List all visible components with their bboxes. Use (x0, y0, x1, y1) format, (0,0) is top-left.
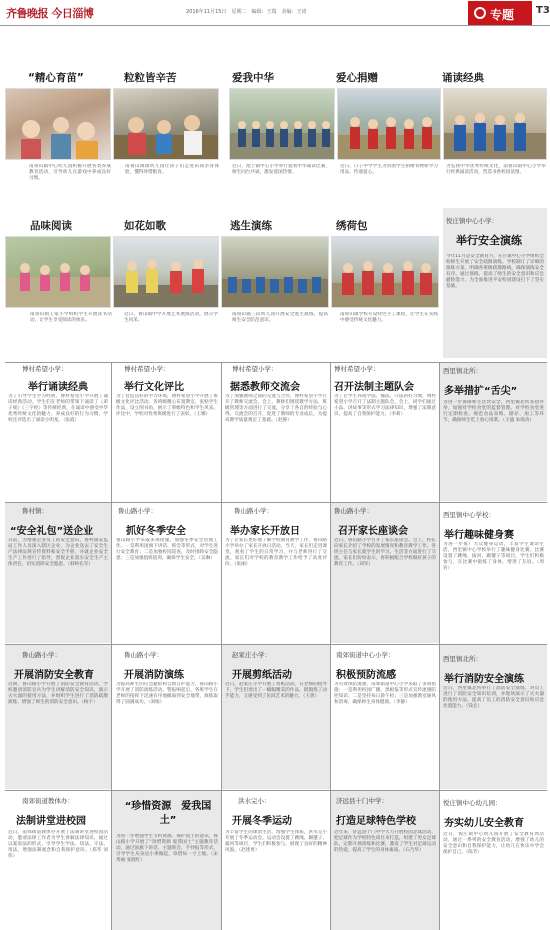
r3-title-1: 举行诵读经典 (28, 382, 88, 393)
photo-mid-4 (331, 236, 439, 308)
photo-top-5 (443, 88, 547, 160)
r5-body-3: 近日，赵家庄小学开展了剪纸活动。在老师的指导下，学生们剪出了一幅幅精美的作品，既锻炼了动手能力，又感受到了民间艺术的魅力。（王倩） (225, 682, 327, 700)
feature-kicker: 悦庄镇中心小学： (446, 217, 498, 225)
r3-kicker-1: 博村希望小学： (22, 365, 68, 373)
top-title-4: 爱心捐赠 (336, 72, 378, 84)
r5-title-3: 开展剪纸活动 (232, 670, 292, 681)
r3-kicker-4: 博村希望小学： (334, 365, 380, 373)
r5-kicker-3: 赵家庄小学： (232, 651, 271, 659)
r5-kicker-1: 鲁山路小学： (22, 651, 61, 659)
page-header (0, 0, 550, 26)
r6-body-3: 为丰富学生的课余生活，增强学生体质，洪水完小开展了冬季运动会。运动会设置了跳绳、踢毽子、拔河等项目，学生们积极参与，展现了良好的精神风貌。（赵建勇） (225, 830, 327, 854)
r6-title-3: 开展冬季运动 (232, 816, 292, 827)
feature-title: 举行安全演练 (456, 234, 522, 247)
r3-title-3: 据悉教师交流会 (230, 382, 300, 393)
r4-body-5: 为进一步推广大众健身运动，丰富学生课余生活，西里镇中心学校举行了趣味健身比赛。比赛设置了跳绳、拔河、踢毽子等项目，学生们积极参与，在比赛中锻炼了身体，增进了友谊。（周岩） (443, 542, 544, 572)
r4-body-4: 近日，鲁山路小学召开了家长座谈会。会上，校长向家长介绍了学校的发展情况和教育教学工作，各班主任与家长就学生的学习、生活等方面进行了交流。家长们纷纷表示，将积极配合学校做好孩子的教育工作。（刘军） (334, 538, 436, 568)
r5-title-1: 开展消防安全教育 (14, 670, 94, 681)
mid-caption-3: 南鲁山镇三段幼儿园开展安全逃生演练，提高师生安全防范意识。 (232, 312, 328, 324)
r6-kicker-5: 悦庄镇中心幼儿园： (443, 799, 502, 807)
feature-body: 今年11月是安全教育月，在庄镇中心小学组织全校师生开展了安全疏散演练。学校制订了详细的演练方案，明确各班级疏散路线，确保演练安全有序。通过演练，提高了师生的安全意识和应急避险能力，为全面推进平安校园建设打下了坚实基础。 (446, 254, 544, 290)
r5-kicker-2: 鲁山路小学： (124, 651, 163, 659)
mid-caption-2: 近日，鲁山镇中学开展艺术展演活动，展示学生风采。 (124, 312, 218, 324)
photo-top-3 (229, 88, 335, 160)
r4-kicker-4: 鲁山路小学： (334, 507, 373, 515)
r4-title-3: 举办家长开放日 (230, 526, 300, 537)
r3-title-5: 多举措扩“舌尖” (444, 386, 518, 397)
mid-title-3: 逃生演练 (230, 220, 272, 232)
section-label: 专题 (468, 1, 532, 25)
photo-mid-3 (221, 236, 329, 308)
r6-title-2: “珍惜资源 爱我国土” (124, 801, 212, 826)
r4-title-5: 举行趣味健身赛 (444, 530, 514, 541)
r6-title-1: 法制讲堂进校园 (16, 816, 86, 827)
r6-body-2: 为进一步增强学生节约资源、保护国土的意识，鲁山路小学开展了“珍惜资源 爱我国土”主题教育活动，通过国旗下讲话、主题班会、手抄报等形式，引导学生从身边小事做起，珍惜每一寸土地。（宋秀丽 张晓红） (116, 834, 218, 864)
top-caption-4: 近日，口子中学学生为贫困学生捐赠衣物和学习用品，传递爱心。 (340, 164, 438, 176)
r5-body-4: 为有效预防流感，南郊街道中心小学采取了多项措施：一是利用校园广播、黑板报等形式宣传流感防控知识；二是坚持每日晨午检；三是加强教室通风和消毒，确保师生身体健康。（李静） (334, 682, 436, 706)
r5-body-1: 近期，鲁山路小学开展了消防安全教育活动。学校邀请消防官兵为学生讲解消防安全知识，演示灭火器的使用方法，并组织学生进行了消防疏散演练，增强了师生的消防安全意识。（杨宇） (8, 682, 108, 706)
photo-top-2 (113, 88, 219, 160)
r3-title-4: 召开法制主题队会 (334, 382, 414, 393)
r6-body-5: 近日，悦庄镇中心幼儿园开展了安全教育周活动，通过一系列的安全教育活动，增强了幼儿的安全意识和自我保护能力，让幼儿在快乐中学会保护自己。（陈芳） (443, 832, 544, 856)
r3-kicker-5: 西里镇北所： (443, 367, 482, 375)
r6-kicker-4: 济远县十门中学： (336, 797, 388, 805)
r5-kicker-5: 西里镇北所： (443, 655, 482, 663)
r4-title-2: 抓好冬季安全 (126, 526, 186, 537)
r5-kicker-4: 南郊街道中心小学： (336, 651, 395, 659)
r6-title-5: 夯实幼儿安全教育 (444, 818, 524, 829)
r3-title-2: 举行文化评比 (124, 382, 184, 393)
mid-caption-4: 南鲁山镇学校开设特色手工课程，让学生在实践中感受传统文化魅力。 (340, 312, 438, 324)
r4-kicker-3: 鲁山路小学： (234, 507, 273, 515)
r3-body-2: 为了营造良好的学习环境，博村希望小学开展了班级文化评比活动。各班级精心布置教室，张贴学生作品，设立图书角，展示了班级特色和学生风采。评比中，学校对优秀班级进行了表彰。（王娜） (116, 394, 218, 418)
r5-body-5: 近日，西里镇北所举行了消防安全演练，对员工进行了消防安全知识培训，并现场演示了灭火器的使用方法，提高了员工的消防安全意识和应急处置能力。（钱宏） (443, 686, 544, 710)
top-caption-2: 南鲁山镇镇幼儿园让孩子们走进田间亲身体验，懂得珍惜粮食。 (125, 164, 219, 176)
top-title-3: 爱我中华 (232, 72, 274, 84)
r4-kicker-1: 鲁村镇： (22, 507, 48, 515)
mid-title-2: 如花如歌 (124, 220, 166, 232)
r5-title-4: 积极预防流感 (336, 670, 396, 681)
r6-body-4: 近年来，济远县十门中学大力开展校园足球活动，把足球作为学校特色项目来打造，组建了男女足球队，定期开展训练和比赛，激发了学生对足球运动的热爱，提高了学生的身体素质。（石乃华） (334, 830, 436, 854)
r5-title-2: 开展消防演练 (124, 670, 184, 681)
top-caption-3: 近日，池上镇中心小学举行爱我中华诵读比赛，师生同台共诵，激发爱国热情。 (232, 164, 330, 176)
r4-body-3: 为了让家长更好地了解学校教育教学工作，鲁山路小学举办了家长开放日活动。当天，家长们走进课堂，观看了学生的日常学习，并与老师进行了交流。家长们对学校的教育教学工作给予了高度评价。（张丽） (225, 538, 327, 568)
r4-body-1: 日前，为增强企业员工的安全意识，鲁村镇安监站工作人员深入辖区企业，为企业送去了安全生产法律法规宣传资料和安全手册，并就企业安全生产工作进行了指导，督促企业落实安全生产主体责任，切实消除安全隐患。（韩岭孔军） (8, 538, 108, 568)
r3-body-4: 为了让学生养成学法、懂法、守法的好习惯，博村希望小学召开了法制主题队会。会上，同学们通过小品、讲故事等形式学习法律知识，增强了法制意识，提高了自我保护能力。（李莉） (334, 394, 436, 418)
mid-title-4: 绣荷包 (336, 220, 368, 232)
r3-body-3: 为了加强教师之间的交流与合作，博村希望小学召开了教师交流会。会上，教师们围绕教学方法、班级管理等方面进行了交流，分享了各自的经验与心得。交流会的召开，促进了教师的专业成长，为提高教学质量奠定了基础。（赵静） (225, 394, 327, 424)
photo-mid-2 (113, 236, 219, 308)
photo-top-1 (5, 88, 111, 160)
section-icon (474, 7, 486, 19)
mid-title-1: 品味阅读 (30, 220, 72, 232)
r6-body-1: 近日，南郊街道教体办开展了法制讲堂进校园活动，邀请法律工作者为学生讲解法律知识，通过以案说法的形式，引导学生学法、知法、守法、用法，增强法制观念和自我保护意识。（郑华 刘伟） (8, 830, 108, 860)
r6-kicker-1: 南郊街道教体办： (22, 797, 74, 805)
r4-body-2: 鲁山路小学采取多项措施，加强冬季安全管理工作。一是利用国旗下讲话、班会等形式，对学生进行安全教育；二是加强校园巡查，及时排除安全隐患；三是加强值班值周，确保学生安全。（吴琳） (116, 538, 218, 562)
r3-kicker-2: 博村希望小学： (124, 365, 170, 373)
top-title-5: 诵读经典 (442, 72, 484, 84)
top-caption-1: 南鲁山镇中心幼儿园积极开展各类养成教育活动，引导幼儿在游戏中养成良好习惯。 (29, 164, 111, 182)
r3-body-5: 为进一步保障师生饮食安全，西里镇北所多措并举，加强对学校食堂的监督管理。对学校食堂进行定期检查，规范食品采购、储存、加工等环节，确保师生吃上放心饭菜。（王盛 朱海涛） (443, 400, 544, 424)
top-caption-5: 为弘扬中华优秀传统文化，南鲁山镇中心小学举行经典诵读活动，营造书香校园氛围。 (446, 164, 546, 176)
photo-top-4 (337, 88, 441, 160)
r3-kicker-3: 博村希望小学： (232, 365, 278, 373)
divider (5, 790, 547, 791)
r5-body-2: 为提高师生的应急避险和自救自护能力，鲁山路小学开展了消防演练活动。警报响起后，各班学生在老师的指挥下迅速有序地撤离到安全地带，演练取得了圆满成功。（刘娟） (116, 682, 218, 706)
page-number: T3 (536, 5, 550, 16)
newspaper-logo: 齐鲁晚报 今日淄博 (6, 7, 94, 20)
r4-title-4: 召开家长座谈会 (338, 526, 408, 537)
top-title-2: 粒粒皆辛苦 (124, 72, 177, 84)
r4-kicker-5: 西里镇中心学校： (443, 511, 495, 519)
r6-kicker-3: 洪水完小： (238, 797, 271, 805)
r6-title-4: 打造足球特色学校 (336, 816, 416, 827)
r3-body-1: 为了引导学生学习经典，博村希望小学开展了诵读经典活动。学生们在老师的带领下诵读了《弟子规》《三字经》等传统经典，在诵读中感受中华优秀传统文化的魅力，养成良好的行为习惯，学校还评选出了诵读小明星。（张霞） (8, 394, 108, 424)
r4-kicker-2: 鲁山路小学： (118, 507, 157, 515)
dateline: 2016年11月15日 星期二 编辑：王瑞 美编：王琦 (186, 9, 307, 15)
r4-title-1: “安全礼包”送企业 (10, 526, 94, 537)
r5-title-5: 举行消防安全演练 (444, 674, 524, 685)
mid-caption-1: 南鲁山镇王家小学组织学生开展读书活动，让学生享受阅读的快乐。 (30, 312, 112, 324)
photo-mid-1 (5, 236, 111, 308)
top-title-1: “精心育苗” (28, 72, 84, 84)
